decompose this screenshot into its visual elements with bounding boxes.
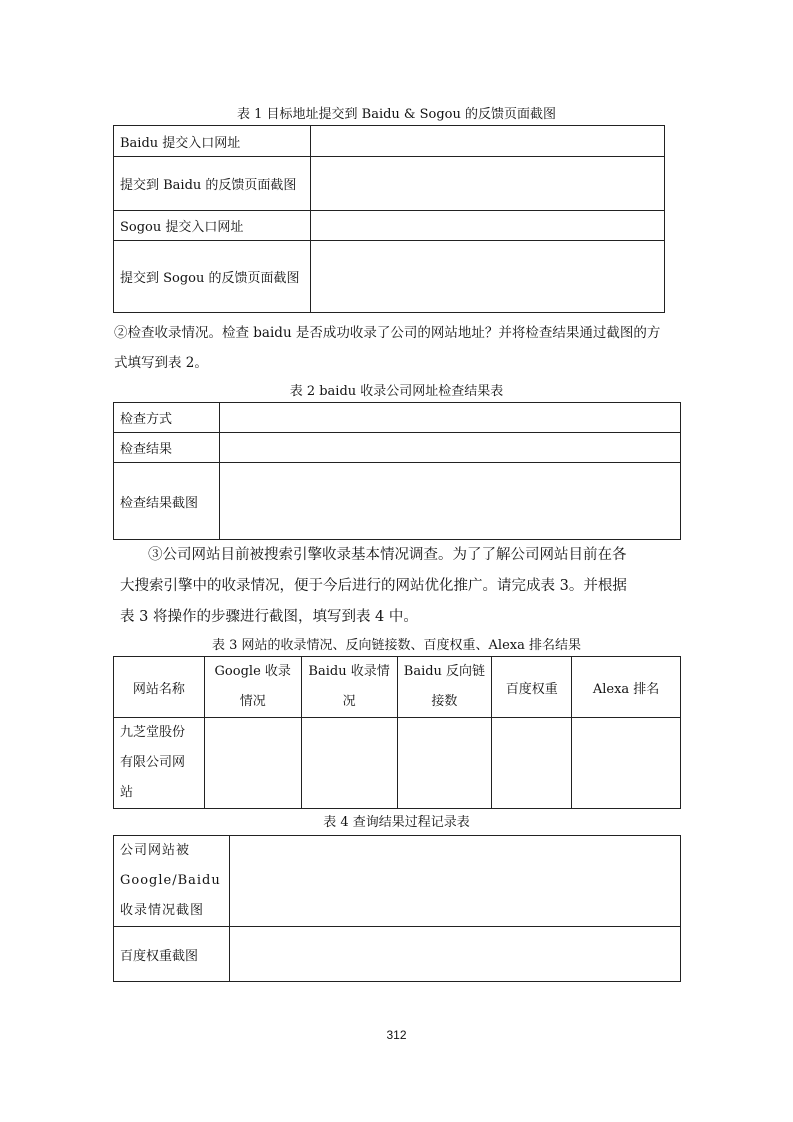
table4-cell[interactable]: [229, 836, 680, 927]
table1-caption: 表 1 目标地址提交到 Baidu & Sogou 的反馈页面截图: [236, 107, 557, 122]
table3-caption: 表 3 网站的收录情况、反向链接数、百度权重、Alexa 排名结果: [212, 638, 581, 653]
table2-row-label: 检查结果截图: [114, 463, 220, 540]
page-number: 312: [386, 1028, 407, 1042]
table3-cell[interactable]: [492, 718, 572, 809]
table2: [113, 402, 681, 540]
table1-cell[interactable]: [310, 211, 664, 241]
table3: [113, 656, 681, 809]
table2-cell[interactable]: [219, 403, 680, 433]
table2-cell[interactable]: [219, 463, 680, 540]
table3-header-site-name: 网站名称: [114, 657, 205, 718]
paragraph-search-survey: [120, 540, 685, 633]
table3-cell[interactable]: [397, 718, 492, 809]
paragraph-line: 表 3 将操作的步骤进行截图，填写到表 4 中。: [120, 609, 418, 625]
table2-caption: 表 2 baidu 收录公司网址检查结果表: [289, 384, 504, 399]
table3-header-baidu: Baidu 收录情况: [301, 657, 397, 718]
table3-cell[interactable]: [204, 718, 301, 809]
table1-row-label: 提交到 Sogou 的反馈页面截图: [114, 241, 311, 313]
table3-header-google: Google 收录情况: [204, 657, 301, 718]
table3-cell[interactable]: [572, 718, 681, 809]
table3-header-baidu-weight: 百度权重: [492, 657, 572, 718]
paragraph-line: 式填写到表 2。: [114, 355, 208, 371]
table3-header-alexa: Alexa 排名: [572, 657, 681, 718]
table2-row-label: 检查方式: [114, 403, 220, 433]
table3-header-baidu-backlinks: Baidu 反向链接数: [397, 657, 492, 718]
table1-row-label: Baidu 提交入口网址: [114, 126, 311, 157]
table3-site-name: 九芝堂股份有限公司网站: [114, 718, 205, 809]
table1: [113, 125, 665, 313]
table4: [113, 835, 681, 982]
table4-caption: 表 4 查询结果过程记录表: [323, 815, 470, 830]
table1-cell[interactable]: [310, 241, 664, 313]
table2-row-label: 检查结果: [114, 433, 220, 463]
table4-row-label-weight: 百度权重截图: [114, 927, 230, 982]
table1-row-label: 提交到 Baidu 的反馈页面截图: [114, 157, 311, 211]
paragraph-line: 大搜索引擎中的收录情况，便于今后进行的网站优化推广。请完成表 3。并根据: [120, 578, 627, 594]
table1-cell[interactable]: [310, 126, 664, 157]
table2-cell[interactable]: [219, 433, 680, 463]
paragraph-line: ②检查收录情况。检查 baidu 是否成功收录了公司的网站地址？并将检查结果通过截图的方: [114, 325, 661, 341]
table4-cell[interactable]: [229, 927, 680, 982]
table1-cell[interactable]: [310, 157, 664, 211]
table4-row-label-indexing: 公司网站被Google/Baidu收录情况截图: [114, 836, 230, 927]
paragraph-check-indexing: [114, 318, 684, 378]
paragraph-line: ③公司网站目前被搜索引擎收录基本情况调查。为了了解公司网站目前在各: [148, 547, 627, 563]
table3-cell[interactable]: [301, 718, 397, 809]
table1-row-label: Sogou 提交入口网址: [114, 211, 311, 241]
